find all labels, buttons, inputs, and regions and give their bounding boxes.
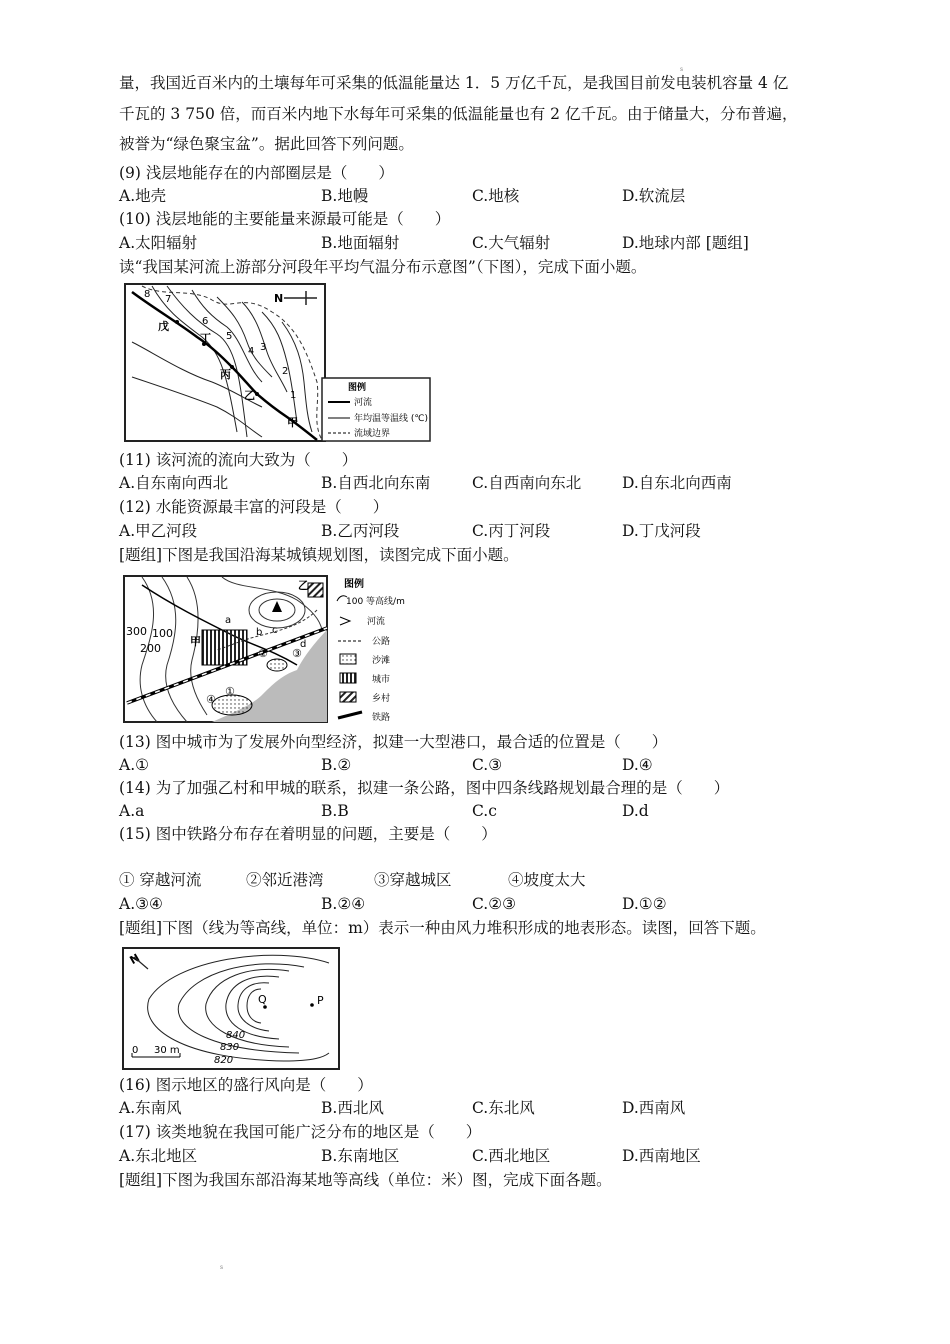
contour-label-300: 300 bbox=[126, 625, 147, 638]
town-legend-road: 公路 bbox=[372, 637, 391, 647]
question-15-choice-2: ②邻近港湾 bbox=[246, 871, 324, 889]
contour-label-820: 820 bbox=[214, 1055, 234, 1066]
question-10-option-d[interactable]: D.地球内部 [题组] bbox=[622, 234, 749, 252]
point-p: P bbox=[317, 994, 324, 1007]
site-2: ② bbox=[258, 647, 268, 660]
intro-line-2: 千瓦的 3 750 倍，而百米内地下水每年可采集的低温能量也有 2 亿千瓦。由于储量大，分布普遍， bbox=[119, 105, 798, 123]
question-17-option-d[interactable]: D.西南地区 bbox=[622, 1147, 701, 1165]
legend-isotherm: 年均温等温线 (℃) bbox=[354, 414, 428, 424]
question-13-option-b[interactable]: B.② bbox=[321, 756, 352, 774]
question-10-option-b[interactable]: B.地面辐射 bbox=[321, 234, 400, 252]
town-legend-contour: 100 等高线/m bbox=[346, 597, 405, 607]
question-15-option-a[interactable]: A.③④ bbox=[119, 895, 163, 913]
question-17-option-b[interactable]: B.东南地区 bbox=[321, 1147, 400, 1165]
question-16-stem: (16) 图示地区的盛行风向是（ ） bbox=[119, 1076, 373, 1094]
question-14-option-c[interactable]: C.c bbox=[472, 802, 497, 820]
question-15-option-d[interactable]: D.①② bbox=[622, 895, 667, 913]
contour-label-830: 830 bbox=[220, 1042, 240, 1053]
point-bing: 丙 bbox=[220, 368, 231, 381]
place-yi: 乙 bbox=[298, 579, 309, 592]
legend-boundary: 流域边界 bbox=[354, 429, 391, 439]
question-10-stem: (10) 浅层地能的主要能量来源最可能是（ ） bbox=[119, 210, 451, 228]
legend-river: 河流 bbox=[354, 398, 373, 408]
isotherm-label-5: 5 bbox=[226, 331, 233, 342]
question-15-stem: (15) 图中铁路分布存在着明显的问题，主要是（ ） bbox=[119, 825, 497, 843]
question-10-option-c[interactable]: C.大气辐射 bbox=[472, 234, 551, 252]
question-15-choice-3: ③穿越城区 bbox=[374, 871, 452, 889]
question-15-option-c[interactable]: C.②③ bbox=[472, 895, 517, 913]
point-yi: 乙 bbox=[244, 389, 255, 402]
question-12-option-b[interactable]: B.乙丙河段 bbox=[321, 522, 400, 540]
question-16-option-b[interactable]: B.西北风 bbox=[321, 1099, 384, 1117]
question-13-option-a[interactable]: A.① bbox=[119, 756, 150, 774]
town-legend-city: 城市 bbox=[372, 675, 391, 685]
question-9-option-b[interactable]: B.地幔 bbox=[321, 187, 369, 205]
isotherm-label-1: 1 bbox=[290, 390, 297, 401]
contour-label-840: 840 bbox=[226, 1030, 246, 1041]
question-13-option-d[interactable]: D.④ bbox=[622, 756, 653, 774]
isotherm-label-6: 6 bbox=[202, 316, 209, 327]
question-17-option-c[interactable]: C.西北地区 bbox=[472, 1147, 551, 1165]
isotherm-label-3: 3 bbox=[260, 342, 267, 353]
question-10-option-a[interactable]: A.太阳辐射 bbox=[119, 234, 198, 252]
question-11-option-a[interactable]: A.自东南向西北 bbox=[119, 474, 229, 492]
site-1: ① bbox=[225, 685, 235, 698]
isotherm-label-2: 2 bbox=[282, 366, 289, 377]
route-d: d bbox=[300, 639, 307, 650]
dune-group-intro: [题组]下图（线为等高线，单位：m）表示一种由风力堆积形成的地表形态。读图，回答下题。 bbox=[119, 919, 766, 937]
dune-north-label: N bbox=[127, 951, 143, 968]
river-group-intro: 读“我国某河流上游部分河段年平均气温分布示意图”（下图），完成下面小题。 bbox=[119, 258, 647, 276]
question-15-choice-1: ① 穿越河流 bbox=[119, 871, 202, 889]
isotherm-label-8: 8 bbox=[144, 289, 151, 300]
scale-label-30m: 30 m bbox=[154, 1045, 180, 1056]
coast-group-intro: [题组]下图为我国东部沿海某地等高线（单位：米）图，完成下面各题。 bbox=[119, 1171, 612, 1189]
question-11-option-b[interactable]: B.自西北向东南 bbox=[321, 474, 431, 492]
scale-label-zero: 0 bbox=[132, 1045, 139, 1056]
intro-line-3: 被誉为“绿色聚宝盆”。据此回答下列问题。 bbox=[119, 135, 414, 153]
contour-label-200: 200 bbox=[140, 642, 161, 655]
question-9-stem: (9) 浅层地能存在的内部圈层是（ ） bbox=[119, 164, 394, 182]
dune-contour-figure bbox=[122, 947, 340, 1070]
intro-line-1: 量，我国近百米内的土壤每年可采集的低温能量达 1．5 万亿千瓦，是我国目前发电装机容量 4 亿 bbox=[119, 74, 789, 92]
question-14-option-a[interactable]: A.a bbox=[119, 802, 145, 820]
question-15-choice-4: ④坡度太大 bbox=[508, 871, 586, 889]
question-9-option-a[interactable]: A.地壳 bbox=[119, 187, 167, 205]
question-12-option-d[interactable]: D.丁戊河段 bbox=[622, 522, 701, 540]
town-legend-title: 图例 bbox=[344, 579, 364, 590]
point-jia: 甲 bbox=[287, 416, 298, 429]
question-11-stem: (11) 该河流的流向大致为（ ） bbox=[119, 451, 358, 469]
question-16-option-d[interactable]: D.西南风 bbox=[622, 1099, 686, 1117]
town-group-intro: [题组]下图是我国沿海某城镇规划图，读图完成下面小题。 bbox=[119, 546, 519, 564]
question-17-option-a[interactable]: A.东北地区 bbox=[119, 1147, 198, 1165]
town-legend-railway: 铁路 bbox=[372, 713, 391, 723]
route-a: a bbox=[225, 615, 232, 626]
isotherm-label-7: 7 bbox=[165, 294, 172, 305]
question-12-option-c[interactable]: C.丙丁河段 bbox=[472, 522, 551, 540]
north-label: N bbox=[274, 292, 284, 305]
question-11-option-c[interactable]: C.自西南向东北 bbox=[472, 474, 582, 492]
question-9-option-d[interactable]: D.软流层 bbox=[622, 187, 686, 205]
question-9-option-c[interactable]: C.地核 bbox=[472, 187, 520, 205]
question-14-option-d[interactable]: D.d bbox=[622, 802, 649, 820]
question-12-option-a[interactable]: A.甲乙河段 bbox=[119, 522, 198, 540]
point-q: Q bbox=[258, 993, 267, 1006]
town-legend-village: 乡村 bbox=[372, 694, 391, 704]
question-14-option-b[interactable]: B.B bbox=[321, 802, 349, 820]
route-b: b bbox=[256, 627, 263, 638]
question-12-stem: (12) 水能资源最丰富的河段是（ ） bbox=[119, 498, 389, 516]
town-legend-beach: 沙滩 bbox=[372, 656, 391, 666]
town-plan-figure bbox=[122, 575, 432, 725]
town-legend-river: 河流 bbox=[367, 617, 386, 627]
question-16-option-a[interactable]: A.东南风 bbox=[119, 1099, 182, 1117]
place-jia: 甲 bbox=[190, 635, 201, 648]
site-4: ④ bbox=[206, 693, 216, 706]
legend-title: 图例 bbox=[348, 383, 367, 393]
river-isotherm-figure bbox=[122, 282, 432, 444]
isotherm-label-4: 4 bbox=[248, 346, 255, 357]
contour-label-100: 100 bbox=[152, 627, 173, 640]
site-3: ③ bbox=[292, 647, 302, 660]
route-c: c bbox=[272, 625, 278, 636]
point-wu: 戊 bbox=[158, 320, 169, 333]
question-15-option-b[interactable]: B.②④ bbox=[321, 895, 366, 913]
point-ding: 丁 bbox=[200, 332, 211, 345]
question-16-option-c[interactable]: C.东北风 bbox=[472, 1099, 535, 1117]
question-13-stem: (13) 图中城市为了发展外向型经济，拟建一大型港口，最合适的位置是（ ） bbox=[119, 733, 668, 751]
question-17-stem: (17) 该类地貌在我国可能广泛分布的地区是（ ） bbox=[119, 1123, 482, 1141]
question-13-option-c[interactable]: C.③ bbox=[472, 756, 503, 774]
question-11-option-d[interactable]: D.自东北向西南 bbox=[622, 474, 732, 492]
question-14-stem: (14) 为了加强乙村和甲城的联系，拟建一条公路，图中四条线路规划最合理的是（ ） bbox=[119, 779, 730, 797]
